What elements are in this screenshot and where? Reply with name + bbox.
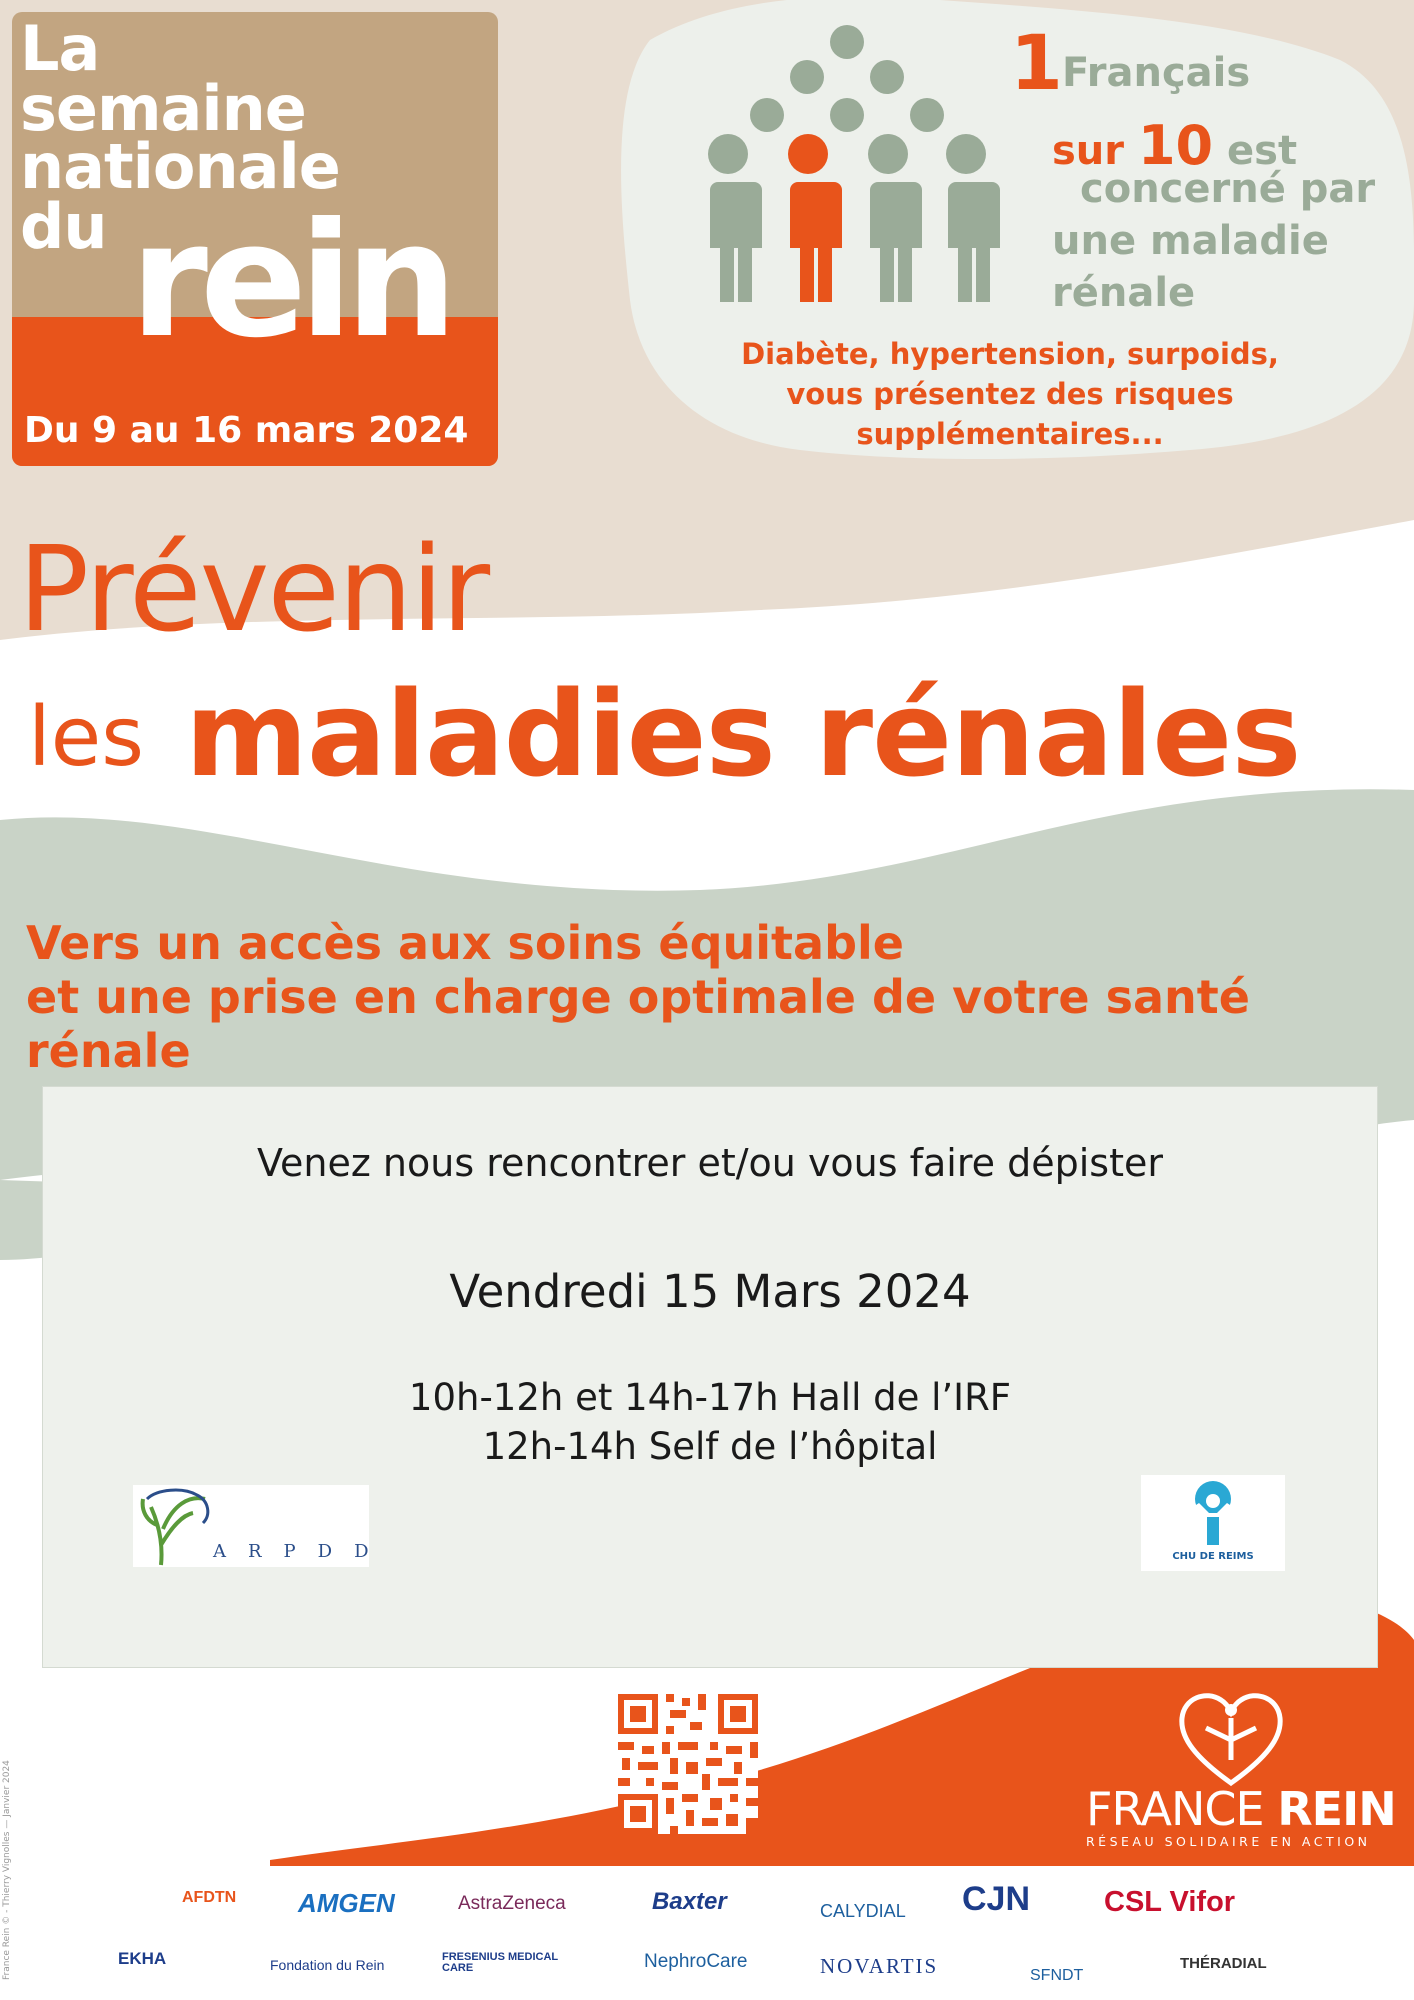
title-line-rein: rein xyxy=(130,189,450,373)
tree-icon xyxy=(133,1485,223,1567)
stat-line-concerne: concerné par xyxy=(1080,166,1376,212)
arpdd-label: ARPDD xyxy=(213,1541,391,1562)
chu-reims-logo xyxy=(1141,1475,1285,1571)
stat-line-maladie: une maladie xyxy=(1052,218,1329,264)
stat-number-one: 1 xyxy=(1010,18,1063,107)
subheadline-line-1: Vers un accès aux soins équitable xyxy=(26,916,904,970)
chu-figure-icon xyxy=(1183,1477,1243,1549)
stat-sur: sur xyxy=(1052,128,1125,174)
sponsor-fondation-rein-logo: Fondation du Rein xyxy=(270,1957,385,1973)
sponsor-nephrocare-logo: NephroCare xyxy=(644,1951,748,1972)
sponsor-ekha-logo: EKHA xyxy=(118,1949,167,1968)
qr-code-icon[interactable] xyxy=(618,1694,758,1834)
title-line-semaine: semaine xyxy=(20,72,306,145)
sponsor-calydial-logo: CALYDIAL xyxy=(820,1901,906,1921)
schedule-line-2: 12h-14h Self de l’hôpital xyxy=(482,1425,938,1468)
arpdd-logo xyxy=(133,1485,391,1567)
stat-line-renale: rénale xyxy=(1052,270,1196,316)
people-icon xyxy=(690,22,1010,302)
sponsor-afdtn-logo: AFDTN xyxy=(182,1889,237,1906)
headline-prevenir: Prévenir xyxy=(18,520,489,658)
title-line-nationale: nationale xyxy=(20,130,340,203)
france-rein-name-bold: REIN xyxy=(1277,1782,1396,1836)
schedule-line-1: 10h-12h et 14h-17h Hall de l’IRF xyxy=(408,1376,1012,1419)
sponsor-baxter-logo: Baxter xyxy=(652,1888,727,1915)
france-rein-name-light: FRANCE xyxy=(1086,1782,1278,1836)
chu-label: CHU DE REIMS xyxy=(1172,1551,1254,1562)
event-title-block xyxy=(12,12,498,466)
risk-line-3: supplémentaires... xyxy=(856,417,1164,451)
event-info-box xyxy=(42,1086,1378,1668)
sponsor-cjn-logo: CJN xyxy=(962,1880,1031,1918)
risk-line-2: vous présentez des risques xyxy=(786,377,1234,411)
invite-text: Venez nous rencontrer et/ou vous faire dépister xyxy=(257,1141,1163,1185)
sponsor-astrazeneca-logo: AstraZeneca xyxy=(458,1893,566,1914)
stat-francais: Français xyxy=(1062,50,1251,96)
sponsor-novartis-logo: NOVARTIS xyxy=(820,1954,939,1978)
event-day: Vendredi 15 Mars 2024 xyxy=(449,1265,971,1318)
copyright-credit: France Rein © - Thierry Vignolles — Janvier 2024 xyxy=(2,1760,12,1980)
event-dates: Du 9 au 16 mars 2024 xyxy=(24,410,469,451)
sponsor-sfndt-logo: SFNDT xyxy=(1030,1967,1084,1984)
sponsor-fresenius-logo: FRESENIUS MEDICAL CARE xyxy=(442,1951,558,1974)
france-rein-name xyxy=(1086,1782,1396,1836)
title-line-du: du xyxy=(20,190,107,263)
france-rein-tagline: RÉSEAU SOLIDAIRE EN ACTION xyxy=(1086,1834,1371,1849)
sponsor-theradial-logo: THÉRADIAL xyxy=(1180,1955,1267,1972)
stat-ten: 10 xyxy=(1137,114,1214,177)
headline-les: les xyxy=(28,690,144,785)
title-line-la: La xyxy=(20,12,100,85)
france-rein-heart-icon xyxy=(1176,1688,1286,1788)
stat-est: est xyxy=(1227,128,1298,174)
risk-line-1: Diabète, hypertension, surpoids, xyxy=(741,337,1279,371)
sponsor-csl-vifor-logo: CSL Vifor xyxy=(1104,1886,1236,1918)
sponsor-amgen-logo: AMGEN xyxy=(298,1888,395,1918)
risk-factors-text xyxy=(730,334,1290,454)
headline-maladies-renales: maladies rénales xyxy=(185,665,1301,803)
subheadline-line-2: et une prise en charge optimale de votre santé rénale xyxy=(26,970,1250,1078)
